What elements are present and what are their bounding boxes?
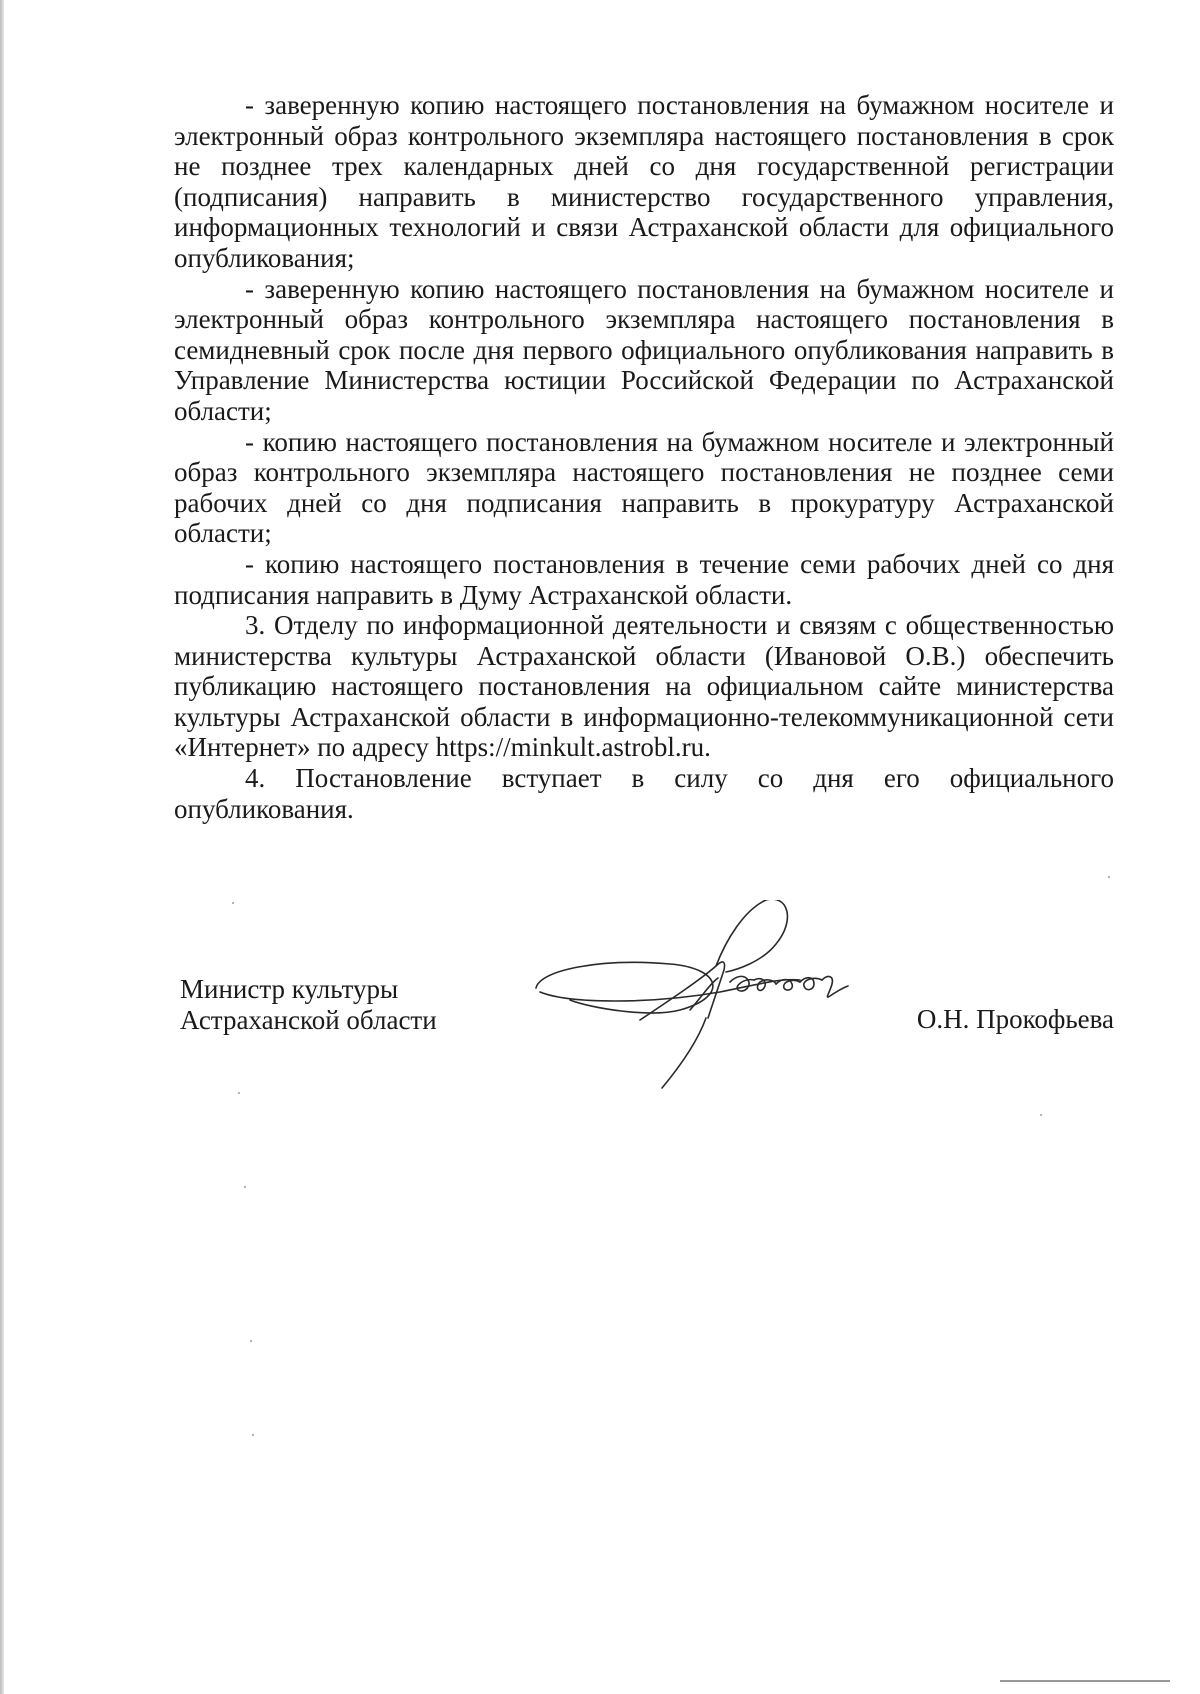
document-body — [174, 90, 1114, 824]
scan-speck — [232, 902, 234, 904]
signature-block — [174, 974, 1114, 1124]
scan-speck — [238, 1092, 240, 1094]
scan-speck — [244, 1186, 246, 1188]
signer-position-line-1: Министр культуры — [180, 974, 399, 1004]
scan-artifact-line — [1000, 1680, 1170, 1682]
scan-speck — [1040, 1114, 1042, 1116]
paragraph-item-5: 3. Отделу по информационной деятельности и связям с общественностью министерства культуры Астраханской области (Ивановой О.В.) обеспечить публикацию настоящего постановления на официальном сайте министерства культуры Астраханской области в информационно-телекоммуникационной сети «Интернет» по адресу https://minkult.astrobl.ru. — [174, 610, 1114, 763]
signer-name: О.Н. Прокофьева — [916, 1004, 1114, 1034]
paragraph-item-3: - копию настоящего постановления на бумажном носителе и электронный образ контрольного экземпляра настоящего постановления не позднее семи рабочих дней со дня подписания направить в прокуратуру Астраханской области; — [174, 426, 1114, 549]
paragraph-item-4: - копию настоящего постановления в течение семи рабочих дней со дня подписания направить в Думу Астраханской области. — [174, 548, 1114, 610]
paragraph-item-1: - заверенную копию настоящего постановления на бумажном носителе и электронный образ контрольного экземпляра настоящего постановления в срок не позднее трех календарных дней со дня государственной регистрации (подписания) направить в министерство государственного управления, информационных технологий и связи Астраханской области для официального опубликования; — [174, 90, 1114, 273]
signer-position — [180, 974, 437, 1036]
scan-speck — [1108, 876, 1110, 878]
handwritten-signature — [530, 900, 890, 1100]
paragraph-item-6: 4. Постановление вступает в силу со дня его официального опубликования. — [174, 763, 1114, 824]
signer-position-line-2: Астраханской области — [180, 1005, 437, 1035]
paragraph-item-2: - заверенную копию настоящего постановления на бумажном носителе и электронный образ контрольного экземпляра настоящего постановления в семидневный срок после дня первого официального опубликования направить в Управление Министерства юстиции Российской Федерации по Астраханской области; — [174, 273, 1114, 426]
scan-speck — [250, 1340, 252, 1342]
scan-edge — [0, 0, 4, 1694]
scan-speck — [252, 1434, 254, 1436]
